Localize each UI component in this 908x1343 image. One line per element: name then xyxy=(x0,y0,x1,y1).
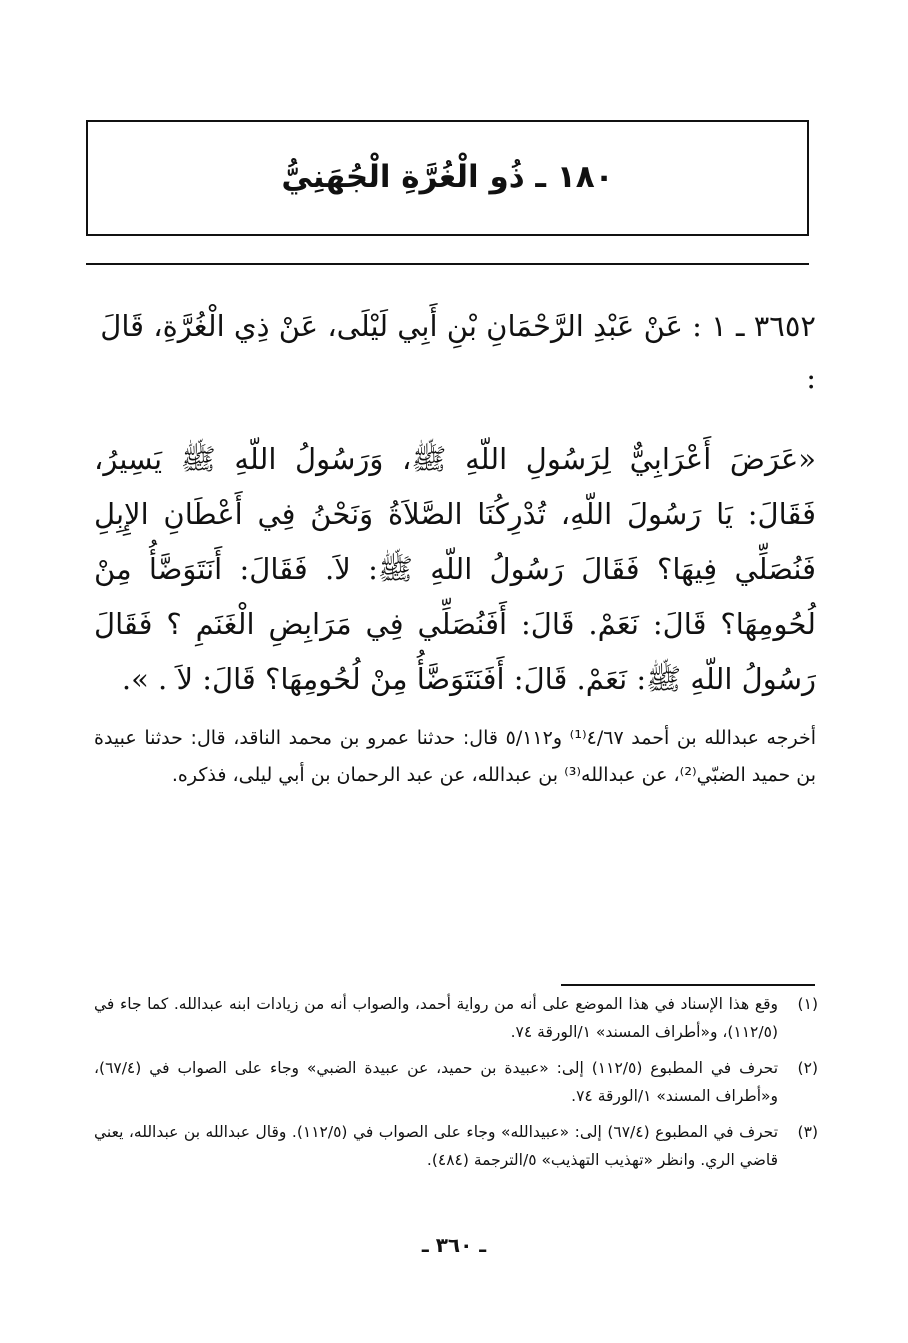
footnote-text: تحرف في المطبوع (١١٢/٥) إلى: «عبيدة بن حميد، عن عبيدة الضبي» وجاء على الصواب في (٦٧/٤)، و«أطراف المسند» ١/الورقة ٧٤. xyxy=(94,1059,779,1105)
footnote-text: وقع هذا الإسناد في هذا الموضع على أنه من رواية أحمد، والصواب أنه من زيادات ابنه عبدالله. كما جاء في (١١٢/٥)، و«أطراف المسند» ١/الورقة ٧٤. xyxy=(94,995,778,1041)
chapter-title-box xyxy=(86,120,809,236)
footnotes xyxy=(94,990,818,1182)
footnote-1 xyxy=(94,990,818,1046)
footnote-number: (٣) xyxy=(797,1123,818,1141)
hadith-matn: «عَرَضَ أَعْرَابِيٌّ لِرَسُولِ اللّهِ ﷺ، وَرَسُولُ اللّهِ ﷺ يَسِيرُ، فَقَالَ: يَا رَسُولَ اللّهِ، تُدْرِكُنَا الصَّلاَةُ وَنَحْنُ فِي أَعْطَانِ الإِبِلِ فَنُصَلِّي فِيهَا؟ فَقَالَ رَسُولُ اللّهِ ﷺ: لاَ. فَقَالَ: أَنَتَوَضَّأُ مِنْ لُحُومِهَا؟ قَالَ: نَعَمْ. قَالَ: أَفَنُصَلِّي فِي مَرَابِضِ الْغَنَمِ ؟ فَقَالَ رَسُولُ اللّهِ ﷺ: نَعَمْ. قَالَ: أَفَنَتَوَضَّأُ مِنْ لُحُومِهَا؟ قَالَ: لاَ . ». xyxy=(94,442,816,696)
footnote-2 xyxy=(94,1054,818,1110)
takhrij-paragraph: أخرجه عبدالله بن أحمد ٤/٦٧⁽¹⁾ و٥/١١٢ قال: حدثنا عمرو بن محمد الناقد، قال: حدثنا عبيدة بن حميد الضبّي⁽²⁾، عن عبدالله⁽³⁾ بن عبدالله، عن عبد الرحمان بن أبي ليلى، فذكره. xyxy=(94,727,816,786)
footnote-3 xyxy=(94,1118,818,1174)
footnote-text: تحرف في المطبوع (٦٧/٤) إلى: «عبيدالله» وجاء على الصواب في (١١٢/٥). وقال عبدالله بن عبدالله، يعني قاضي الري. وانظر «تهذيب التهذيب» ٥/الترجمة (٤٨٤). xyxy=(94,1123,779,1169)
header-divider xyxy=(86,263,809,265)
chapter-title: ١٨٠ ـ ذُو الْغُرَّةِ الْجُهَنِيُّ xyxy=(281,159,614,196)
footnote-number: (١) xyxy=(797,995,818,1013)
footnote-number: (٢) xyxy=(797,1059,818,1077)
footnote-divider xyxy=(561,984,815,986)
page-number: ـ ٣٦٠ ـ xyxy=(421,1233,487,1257)
hadith-isnad: ٣٦٥٢ ـ ١ : عَنْ عَبْدِ الرَّحْمَانِ بْنِ أَبِي لَيْلَى، عَنْ ذِي الْغُرَّةِ، قَالَ : xyxy=(100,309,816,395)
